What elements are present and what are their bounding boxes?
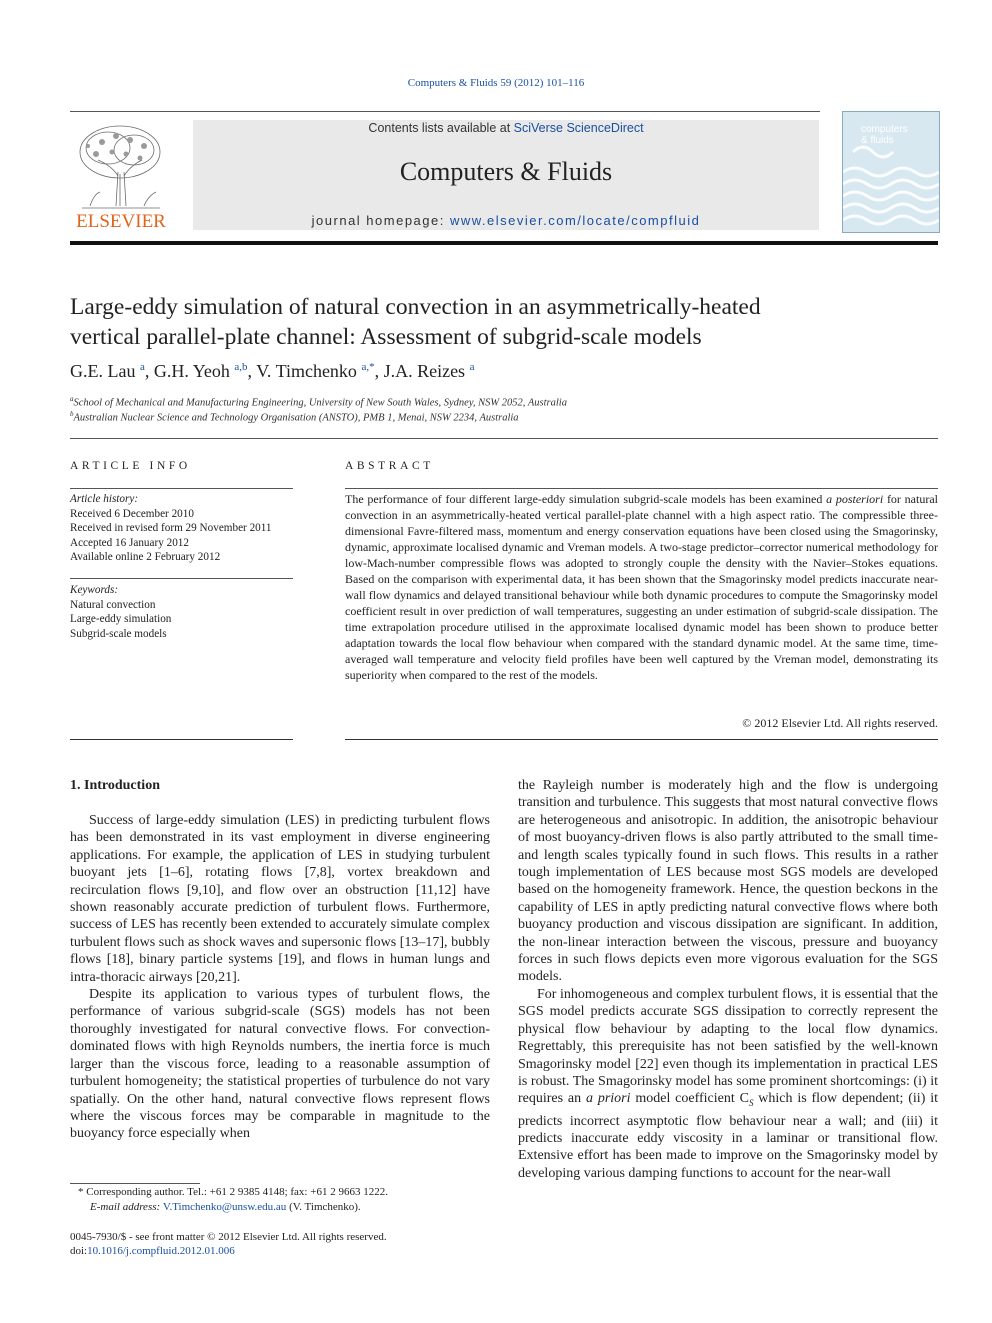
body-italic: a priori [585,1091,631,1107]
author-affiliation-mark[interactable]: a,b [234,361,248,373]
email-label: E-mail address: [90,1201,163,1213]
abstract-italic: a posteriori [826,492,884,506]
divider [70,739,293,740]
body-paragraph: Success of large-eddy simulation (LES) in predicting turbulent flows has been demonstrated in its vast employment in diverse engineering applications. For example, the application of LES in studying turbulent buoyant jets [1–6], rotating flows [7,8], vortex breakdown and recirculation flows [9,10], and flow over an obstruction [11,12] have shown reasonably accurate prediction of turbulent flows. Furthermore, success of LES has recently been extended to accurately simulate complex turbulent flows such as shock waves and supersonic flows [13–17], bubbly flows [18], binary particle systems [19], and flows in human lungs and intra-thoracic airways [20,21]. [70,813,490,985]
keywords [70,583,300,641]
history-accepted: Accepted 16 January 2012 [70,536,189,549]
author-affiliation-mark[interactable]: a [139,361,145,373]
abstract-part: The performance of four different large-eddy simulation subgrid-scale models has been examined [345,492,827,506]
author-name: G.H. Yeoh [153,361,230,381]
article-title [70,292,930,352]
section-heading: 1. Introduction [70,778,160,793]
history-online: Available online 2 February 2012 [70,551,221,563]
doi-link[interactable]: 10.1016/j.compfluid.2012.01.006 [87,1245,235,1257]
body-paragraph: the Rayleigh number is moderately high and the flow is undergoing transition and turbulence. This suggests that most natural convective flows are heterogeneous and anisotropic. In addition, the anisotropic behaviour of most buoyancy-driven flows is also partly attributed to the small time- and length scales typically found in such flows. This results in a rather tough implementation of LES because most SGS models are developed based on the homogeneity framework. Hence, the question beckons in the capability of LES in aptly predicting natural convective flows where both buoyancy production and viscous dissipation are significant. In addition, the non-linear interaction between the viscous, pressure and buoyancy forces in such flows depicts even more vigorous evaluation for the SGS models. [518,778,938,985]
right-column [518,777,938,1182]
corresponding-author-note: * Corresponding author. Tel.: +61 2 9385 4148; fax: +61 2 9663 1222. [78,1186,388,1198]
body-paragraph [518,986,938,1182]
divider [345,739,938,740]
body-text: model coefficient C [630,1091,749,1107]
homepage-prefix: journal homepage: [311,213,450,228]
article-title-line2: vertical parallel-plate channel: Assessment of subgrid-scale models [70,324,702,350]
abstract-copyright: © 2012 Elsevier Ltd. All rights reserved. [742,716,938,730]
left-column [70,812,490,1143]
author-name: J.A. Reizes [383,361,466,381]
body-text: which is flow dependent; (ii) it predicts incorrect asymptotic flow behaviour near a wall; and (iii) it predicts inaccurate eddy viscosity in a laminar or transitional flow. Extensive effort has been made to improve on the Smagorinsky model by developing various damping functions to account for the near-wall [518,1091,938,1181]
elsevier-wordmark: ELSEVIER [76,211,166,232]
email-suffix: (V. Timchenko). [286,1201,361,1213]
author-affiliation-mark[interactable]: a,* [361,361,375,373]
keyword-item: Large-eddy simulation [70,613,172,625]
divider [70,438,938,439]
affiliation-a [70,395,567,409]
affiliation-b [70,410,519,424]
doi-line [70,1245,235,1257]
abstract-text [345,491,938,683]
journal-cover-thumbnail [842,111,940,233]
affiliation-text: School of Mechanical and Manufacturing Engineering, University of New South Wales, Sydney, NSW 2052, Australia [73,397,567,409]
author-name: G.E. Lau [70,361,136,381]
abstract-part: for natural convection in an asymmetrically-heated vertical parallel-plate channel with a high aspect ratio. The compressible three-dimensional Favre-filtered mass, momentum and energy conservation equations have been closed using the Smagorinsky, dynamic, approximate localised dynamic and Vreman models. A two-stage predictor–corrector numerical methodology for low-Mach-number compressible flows was adopted to strongly couple the density with the Navier–Stokes equations. Based on the comparison with experimental data, it has been shown that the Smagorinsky model predicts inaccurate near-wall flow dynamics and delayed transitional behaviour while both dynamic procedures to compute the Smagorinsky model coefficient result in over prediction of wall temperatures, suggesting an under estimation of subgrid-scale dissipation. The time extrapolation procedure utilised in the approximate localised dynamic model has been shown to produce better adaptation towards the local flow behaviour when compared with the standard dynamic model. At the same time, time-averaged wall temperature and velocity field profiles have been well captured by the Vreman model, demonstrating its superiority when compared to the rest of the models. [345,492,939,682]
history-received: Received 6 December 2010 [70,507,194,520]
journal-title: Computers & Fluids [399,157,613,186]
email-note [90,1201,361,1213]
author-affiliation-mark[interactable]: a [469,361,475,373]
contents-line [193,121,819,135]
history-revised: Received in revised form 29 November 2011 [70,522,272,534]
header-rule [70,111,820,112]
author-name: V. Timchenko [256,361,357,381]
body-text: For inhomogeneous and complex turbulent flows, it is essential that the SGS model predicts accurate SGS dissipation to correctly represent the physical flow behaviour by adapting to the local flow dynamics. Regrettably, this prerequisite has not been satisfied by the well-known Smagorinsky model [22] even though its implementation in practical LES is robust. The Smagorinsky model has some prominent shortcomings: (i) it requires an [518,986,938,1107]
divider [345,488,938,489]
keywords-label: Keywords: [70,584,119,596]
keyword-item: Natural convection [70,598,156,611]
cover-title-line2: & fluids [861,135,894,146]
article-title-line1: Large-eddy simulation of natural convection in an asymmetrically-heated [70,294,761,320]
issn-line: 0045-7930/$ - see front matter © 2012 Elsevier Ltd. All rights reserved. [70,1231,387,1243]
abstract-heading: ABSTRACT [345,460,434,472]
affiliation-mark: b [70,410,74,418]
author-list: G.E. Lau $^a$, G.H. Yeoh $^{a,b}$, V. Timchenko $^{a,*}$, J.A. Reizes $^a$ [70,361,475,381]
article-history [70,492,300,565]
journal-homepage [193,213,819,228]
sciencedirect-link[interactable]: SciVerse ScienceDirect [513,121,644,135]
cover-title-line1: computers [861,124,908,135]
body-subscript: S [748,1098,754,1109]
homepage-link[interactable]: www.elsevier.com/locate/compfluid [449,213,701,228]
journal-citation[interactable]: Computers & Fluids 59 (2012) 101–116 [407,77,585,89]
divider [70,488,293,489]
affiliation-text: Australian Nuclear Science and Technology Organisation (ANSTO), PMB 1, Menai, NSW 2234, Australia [73,412,519,424]
header-thick-rule [70,241,938,245]
footnote-rule [70,1183,200,1184]
keyword-item: Subgrid-scale models [70,627,167,640]
email-link[interactable]: V.Timchenko@unsw.edu.au [162,1201,287,1213]
article-info-heading: ARTICLE INFO [70,460,191,472]
divider [70,578,293,579]
affiliation-mark: a [70,395,74,403]
body-paragraph: Despite its application to various types of turbulent flows, the performance of various subgrid-scale (SGS) models has not been thoroughly investigated for natural convective flows. For convection-dominated flows with high Reynolds numbers, the inertia force is much larger than the viscous force, leading to a reasonable assumption of turbulent homogeneity; the statistical properties of turbulence do not vary spatially. On the other hand, natural convective flows represent flows where the viscous forces may be comparable in magnitude to the buoyancy force especially when [70,987,490,1142]
doi-label: doi: [70,1245,88,1257]
history-label: Article history: [70,493,139,505]
contents-prefix: Contents lists available at [368,121,514,135]
